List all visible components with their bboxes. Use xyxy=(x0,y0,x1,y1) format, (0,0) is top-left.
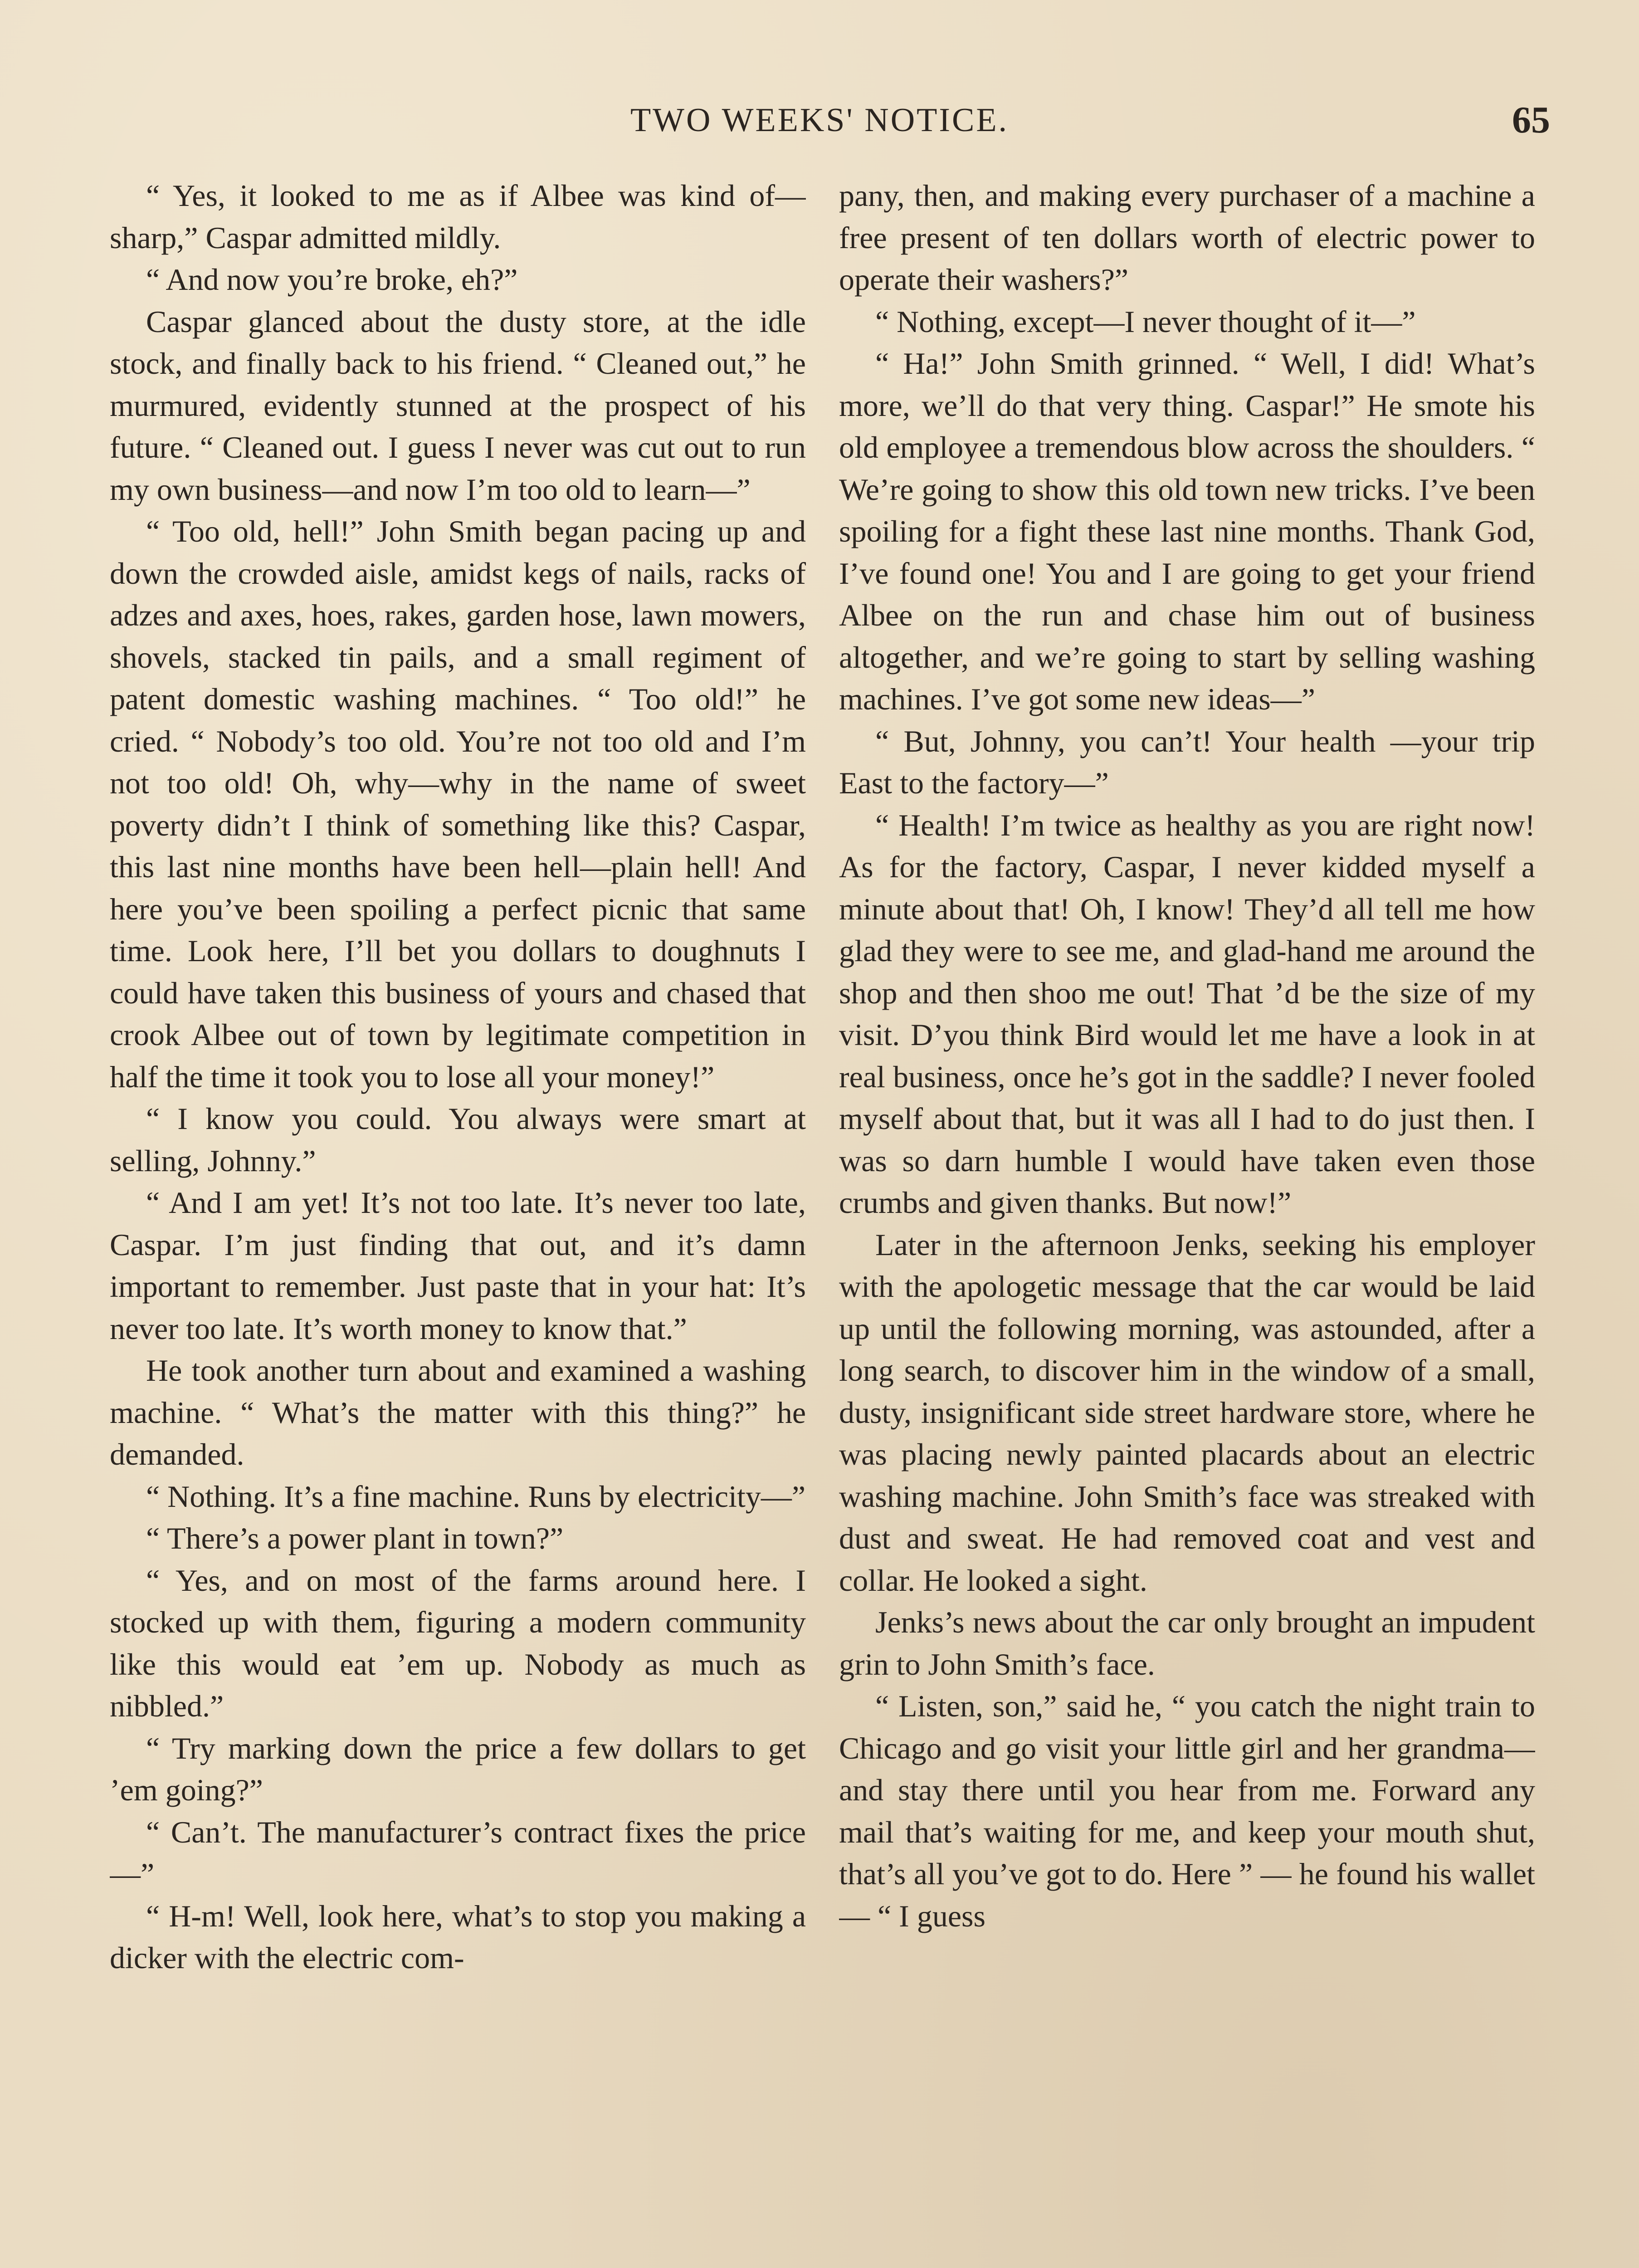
paragraph: “ And now you’re broke, eh?” xyxy=(146,262,518,297)
paragraph: “ Try marking down the price a few dollars to get ’em going?” xyxy=(110,1730,806,1807)
paragraph-continuation: pany, then, and making every purchaser of a machine a free present of ten dollars worth of electric power to operate their washers?” xyxy=(839,178,1535,297)
paragraph: “ Can’t. The manufacturer’s contract fixes the price—” xyxy=(110,1814,806,1891)
paragraph: “ Yes, and on most of the farms around here. I stocked up with them, figuring a modern community like this would eat ’em up. Nobody as much as nibbled.” xyxy=(110,1563,806,1723)
paragraph: “ Too old, hell!” John Smith began pacing up and down the crowded aisle, amidst kegs of nails, racks of adzes and axes, hoes, rakes, garden hose, lawn mowers, shovels, stacked tin pails, and a small regiment of patent domestic washing machines. “ Too old!” he cried. “ Nobody’s too old. You’re not too old and I’m not too old! Oh, why—why in the name of sweet poverty didn’t I think of something like this? Caspar, this last nine months have been hell—plain hell! And here you’ve been spoiling a perfect picnic that same time. Look here, I’ll bet you dollars to doughnuts I could have taken this business of yours and chased that crook Albee out of town by legitimate competition in half the time it took you to lose all your money!” xyxy=(110,514,806,1094)
paragraph: “ I know you could. You always were smart at selling, Johnny.” xyxy=(110,1101,806,1178)
paragraph: “ But, Johnny, you can’t! Your health —your trip East to the factory—” xyxy=(839,723,1535,800)
page-number: 65 xyxy=(1512,99,1550,141)
paragraph: Caspar glanced about the dusty store, at the idle stock, and finally back to his friend. “ Cleaned out,” he murmured, evidently stunned at the prospect of his future. “ Cleaned out. I guess I never was cut out to run my own business—and now I’m too old to learn—” xyxy=(110,304,806,507)
left-column xyxy=(110,175,806,2268)
paragraph: “ Listen, son,” said he, “ you catch the night train to Chicago and go visit your little girl and her grandma—and stay there until you hear from me. Forward any mail that’s waiting for me, and keep your mouth shut, that’s all you’ve got to do. Here ” — he found his wallet — “ I guess xyxy=(839,1689,1535,1933)
paragraph: He took another turn about and examined a washing machine. “ What’s the matter with this thing?” he demanded. xyxy=(110,1353,806,1471)
running-head xyxy=(0,93,1639,147)
running-title: TWO WEEKS' NOTICE. xyxy=(630,102,1009,139)
paragraph: “ And I am yet! It’s not too late. It’s never too late, Caspar. I’m just finding that out, and it’s damn important to remember. Just paste that in your hat: It’s never too late. It’s worth money to know that.” xyxy=(110,1185,806,1346)
right-column xyxy=(839,175,1535,2268)
paragraph: Later in the afternoon Jenks, seeking his employer with the apologetic message that the car would be laid up until the following morning, was astounded, after a long search, to discover him in the window of a small, dusty, insignificant side street hardware store, where he was placing newly painted placards about an electric washing machine. John Smith’s face was streaked with dust and sweat. He had removed coat and vest and collar. He looked a sight. xyxy=(839,1227,1535,1598)
paragraph: “ Nothing. It’s a fine machine. Runs by electricity—” xyxy=(146,1479,806,1514)
paragraph: “ Ha!” John Smith grinned. “ Well, I did! What’s more, we’ll do that very thing. Caspar!” He smote his old employee a tremendous blow across the shoulders. “ We’re going to show this old town new tricks. I’ve been spoiling for a fight these last nine months. Thank God, I’ve found one! You and I are going to get your friend Albee on the run and chase him out of business altogether, and we’re going to start by selling washing machines. I’ve got some new ideas—” xyxy=(839,346,1535,716)
paragraph: “ Yes, it looked to me as if Albee was kind of—sharp,” Caspar admitted mildly. xyxy=(110,178,806,255)
paragraph: “ Nothing, except—I never thought of it—” xyxy=(875,304,1416,339)
paragraph: Jenks’s news about the car only brought an impudent grin to John Smith’s face. xyxy=(839,1605,1535,1681)
paragraph: “ There’s a power plant in town?” xyxy=(146,1521,564,1555)
paragraph: “ Health! I’m twice as healthy as you are right now! As for the factory, Caspar, I never kidded myself a minute about that! Oh, I know! They’d all tell me how glad they were to see me, and glad-hand me around the shop and then shoo me out! That ’d be the size of my visit. D’you think Bird would let me have a look in at real business, once he’s got in the saddle? I never fooled myself about that, but it was all I had to do just then. I was so darn humble I would have taken even those crumbs and given thanks. But now!” xyxy=(839,807,1535,1220)
paragraph: “ H-m! Well, look here, what’s to stop you making a dicker with the electric com- xyxy=(110,1898,806,1975)
